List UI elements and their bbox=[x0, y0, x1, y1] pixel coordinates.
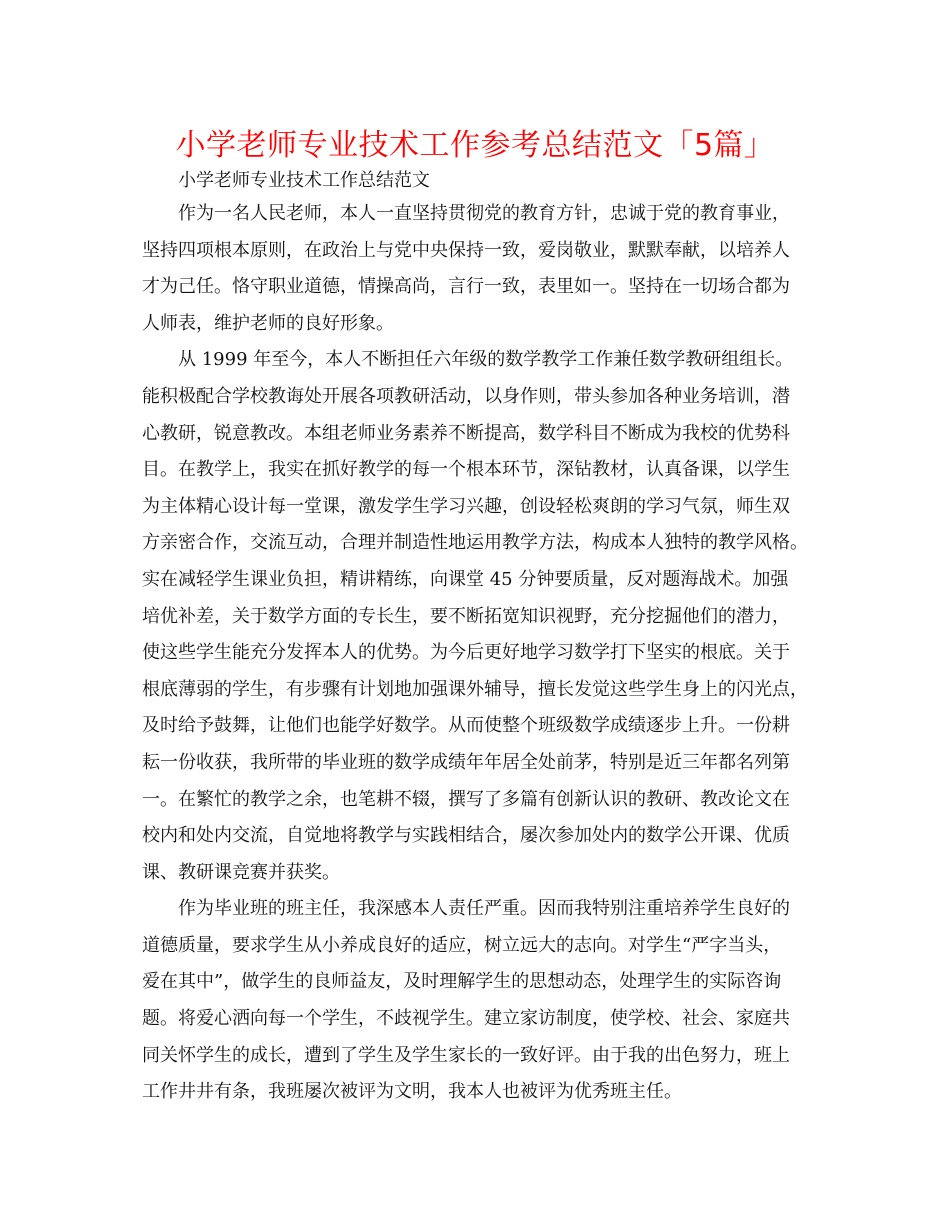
paragraph-line: 校内和处内交流，自觉地将教学与实践相结合，屡次参加处内的数学公开课、优质 bbox=[142, 825, 790, 847]
paragraph-line: 心教研，锐意教改。本组老师业务素养不断提高，数学科目不断成为我校的优势科 bbox=[142, 422, 790, 444]
paragraph-line: 培优补差，关于数学方面的专长生，要不断拓宽知识视野，充分挖掘他们的潜力， bbox=[142, 605, 790, 627]
paragraph-line: 题。将爱心洒向每一个学生，不歧视学生。建立家访制度，使学校、社会、家庭共 bbox=[142, 1008, 790, 1030]
paragraph-line: 课、教研课竞赛并获奖。 bbox=[142, 861, 340, 883]
paragraph-line: 根底薄弱的学生，有步骤有计划地加强课外辅导，擅长发觉这些学生身上的闪光点， bbox=[142, 678, 808, 700]
document-body bbox=[142, 196, 822, 1111]
paragraph-line: 耘一份收获，我所带的毕业班的数学成绩年年居全处前茅，特别是近三年都名列第 bbox=[142, 751, 790, 773]
paragraph-line: 从 1999 年至今，本人不断担任六年级的数学教学工作兼任数学教研组组长。 bbox=[178, 349, 794, 371]
paragraph-line: 作为毕业班的班主任，我深感本人责任严重。因而我特别注重培养学生良好的 bbox=[178, 898, 790, 920]
paragraph-line: 能积极配合学校教诲处开展各项教研活动，以身作则，带头参加各种业务培训，潜 bbox=[142, 385, 790, 407]
paragraph-line: 为主体精心设计每一堂课，激发学生学习兴趣，创设轻松爽朗的学习气氛，师生双 bbox=[142, 495, 790, 517]
paragraph-line: 作为一名人民老师，本人一直坚持贯彻党的教育方针，忠诚于党的教育事业， bbox=[178, 203, 790, 224]
paragraph-line: 方亲密合作，交流互动，合理并制造性地运用教学方法，构成本人独特的教学风格。 bbox=[142, 532, 808, 554]
paragraph-line: 使这些学生能充分发挥本人的优势。为今后更好地学习数学打下坚实的根底。关于 bbox=[142, 642, 790, 664]
paragraph-line: 同关怀学生的成长，遭到了学生及学生家长的一致好评。由于我的出色努力，班上 bbox=[142, 1044, 790, 1066]
paragraph-1 bbox=[142, 196, 822, 342]
paragraph-line: 人师表，维护老师的良好形象。 bbox=[142, 312, 394, 334]
paragraph-2 bbox=[142, 342, 822, 891]
paragraph-line: 爱在其中”，做学生的良师益友，及时理解学生的思想动态，处理学生的实际咨询 bbox=[142, 971, 782, 993]
paragraph-line: 坚持四项根本原则，在政治上与党中央保持一致，爱岗敬业，默默奉献，以培养人 bbox=[142, 239, 790, 261]
document-title: 小学老师专业技术工作参考总结范文「5篇」 bbox=[175, 128, 775, 163]
paragraph-line: 一。在繁忙的教学之余，也笔耕不辍，撰写了多篇有创新认识的教研、教改论文在 bbox=[142, 788, 790, 810]
paragraph-line: 道德质量，要求学生从小养成良好的适应，树立远大的志向。对学生“严字当头， bbox=[142, 934, 782, 956]
paragraph-line: 目。在教学上，我实在抓好教学的每一个根本环节，深钻教材，认真备课，以学生 bbox=[142, 459, 790, 481]
paragraph-line: 实在减轻学生课业负担，精讲精练，向课堂 45 分钟要质量，反对题海战术。加强 bbox=[142, 568, 789, 590]
paragraph-line: 及时给予鼓舞，让他们也能学好数学。从而使整个班级数学成绩逐步上升。一份耕 bbox=[142, 715, 790, 737]
paragraph-line: 才为己任。恪守职业道德，情操高尚，言行一致，表里如一。坚持在一切场合都为 bbox=[142, 276, 790, 298]
paragraph-line: 工作井井有条，我班屡次被评为文明，我本人也被评为优秀班主任。 bbox=[142, 1081, 682, 1103]
document-subtitle: 小学老师专业技术工作总结范文 bbox=[178, 170, 430, 191]
paragraph-3 bbox=[142, 891, 822, 1111]
